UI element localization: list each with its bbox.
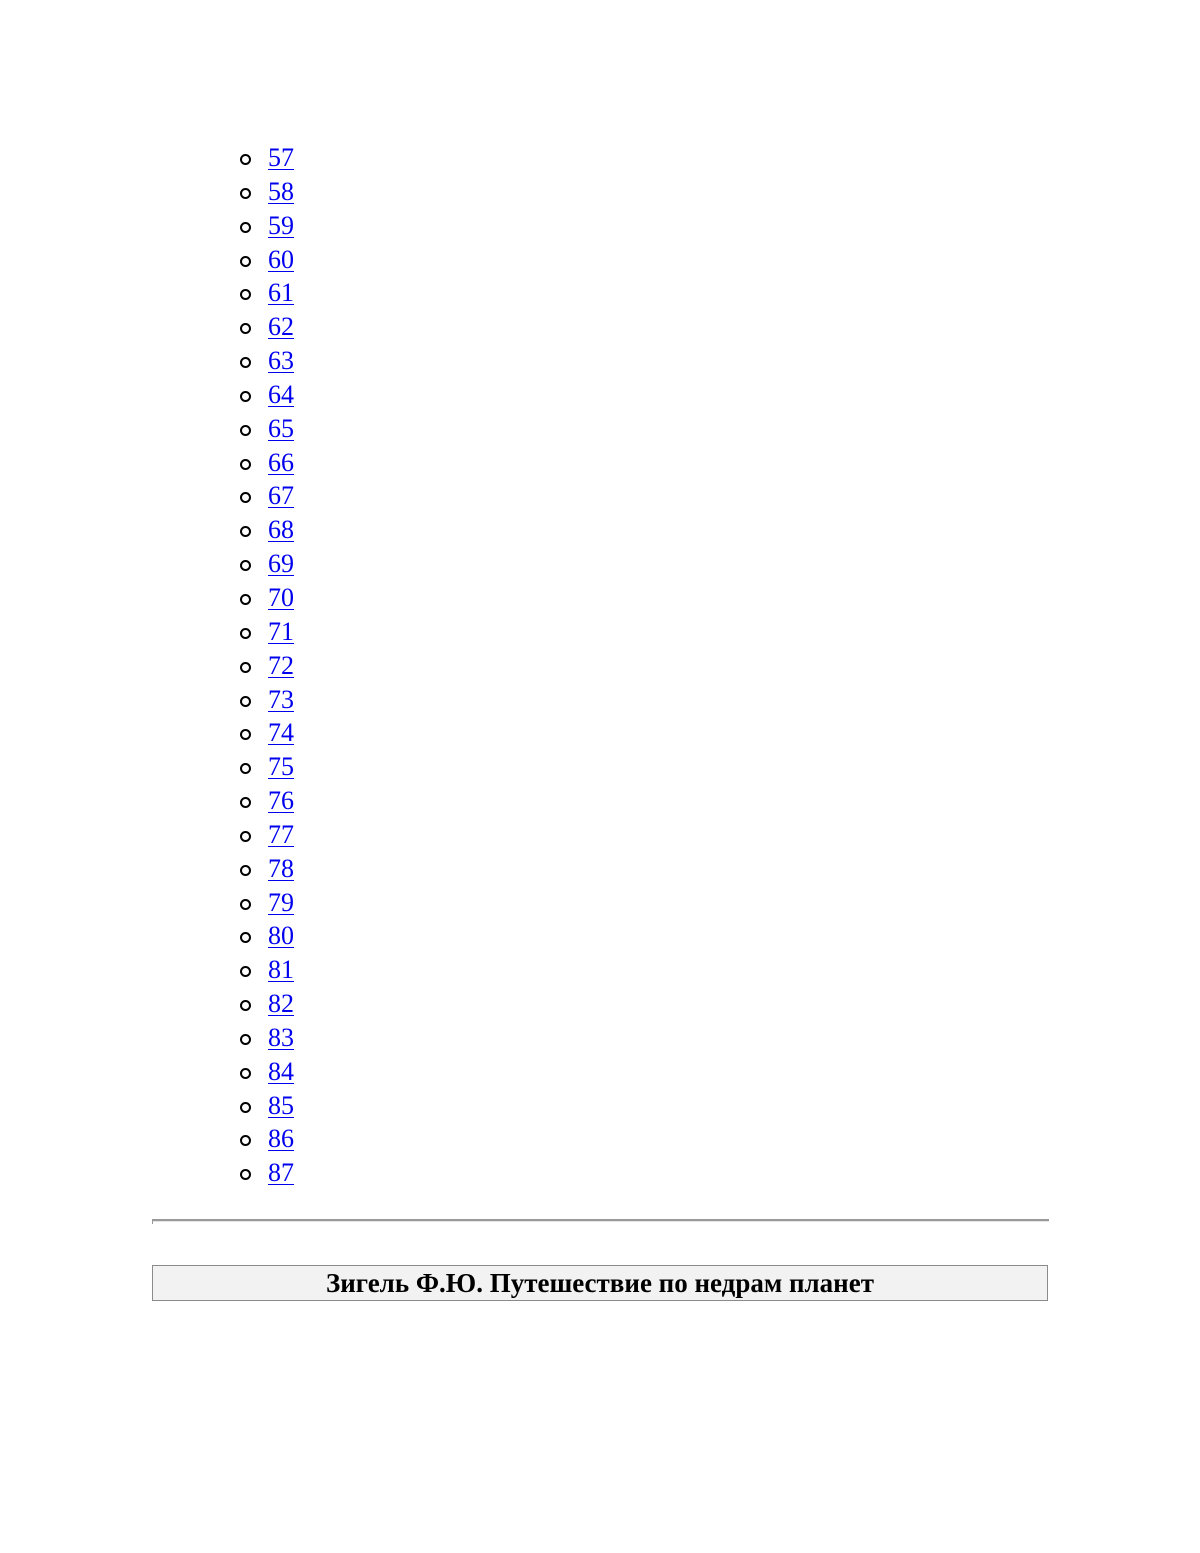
circle-bullet-icon bbox=[240, 1169, 251, 1180]
page-links-list bbox=[238, 141, 294, 1190]
circle-bullet-icon bbox=[240, 154, 251, 165]
list-item bbox=[238, 716, 294, 750]
list-item bbox=[238, 243, 294, 277]
page-link[interactable]: 61 bbox=[268, 278, 294, 308]
list-item bbox=[238, 615, 294, 649]
circle-bullet-icon bbox=[240, 831, 251, 842]
page-link[interactable]: 60 bbox=[268, 244, 294, 274]
list-item bbox=[238, 412, 294, 446]
circle-bullet-icon bbox=[240, 763, 251, 774]
book-title: Зигель Ф.Ю. Путешествие по недрам планет bbox=[152, 1265, 1048, 1301]
circle-bullet-icon bbox=[240, 1102, 251, 1113]
list-item bbox=[238, 547, 294, 581]
circle-bullet-icon bbox=[240, 594, 251, 605]
page-link[interactable]: 81 bbox=[268, 955, 294, 985]
circle-bullet-icon bbox=[240, 188, 251, 199]
page-link[interactable]: 77 bbox=[268, 819, 294, 849]
list-item bbox=[238, 276, 294, 310]
list-item bbox=[238, 141, 294, 175]
page-link[interactable]: 62 bbox=[268, 312, 294, 342]
circle-bullet-icon bbox=[240, 696, 251, 707]
list-item bbox=[238, 479, 294, 513]
page-link[interactable]: 84 bbox=[268, 1056, 294, 1086]
page-link[interactable]: 73 bbox=[268, 684, 294, 714]
circle-bullet-icon bbox=[240, 492, 251, 503]
page-link[interactable]: 65 bbox=[268, 413, 294, 443]
circle-bullet-icon bbox=[240, 899, 251, 910]
page-link[interactable]: 72 bbox=[268, 650, 294, 680]
page-link[interactable]: 58 bbox=[268, 176, 294, 206]
list-item bbox=[238, 209, 294, 243]
circle-bullet-icon bbox=[240, 966, 251, 977]
circle-bullet-icon bbox=[240, 797, 251, 808]
list-item bbox=[238, 750, 294, 784]
page-link[interactable]: 64 bbox=[268, 379, 294, 409]
circle-bullet-icon bbox=[240, 1000, 251, 1011]
list-item bbox=[238, 953, 294, 987]
circle-bullet-icon bbox=[240, 729, 251, 740]
circle-bullet-icon bbox=[240, 425, 251, 436]
circle-bullet-icon bbox=[240, 628, 251, 639]
list-item bbox=[238, 1122, 294, 1156]
list-item bbox=[238, 919, 294, 953]
page-link[interactable]: 86 bbox=[268, 1124, 294, 1154]
page-link[interactable]: 87 bbox=[268, 1158, 294, 1188]
page-link[interactable]: 74 bbox=[268, 718, 294, 748]
list-item bbox=[238, 310, 294, 344]
circle-bullet-icon bbox=[240, 662, 251, 673]
list-item bbox=[238, 852, 294, 886]
page-link[interactable]: 63 bbox=[268, 346, 294, 376]
page-link[interactable]: 80 bbox=[268, 921, 294, 951]
list-item bbox=[238, 344, 294, 378]
page-link[interactable]: 68 bbox=[268, 515, 294, 545]
circle-bullet-icon bbox=[240, 560, 251, 571]
page-link[interactable]: 69 bbox=[268, 549, 294, 579]
page-link[interactable]: 82 bbox=[268, 989, 294, 1019]
list-item bbox=[238, 581, 294, 615]
circle-bullet-icon bbox=[240, 222, 251, 233]
page-link[interactable]: 67 bbox=[268, 481, 294, 511]
page-link[interactable]: 57 bbox=[268, 143, 294, 172]
circle-bullet-icon bbox=[240, 357, 251, 368]
page-link[interactable]: 78 bbox=[268, 853, 294, 883]
horizontal-rule bbox=[152, 1219, 1049, 1222]
list-item bbox=[238, 886, 294, 920]
circle-bullet-icon bbox=[240, 1034, 251, 1045]
list-item bbox=[238, 987, 294, 1021]
list-item bbox=[238, 683, 294, 717]
page-link[interactable]: 70 bbox=[268, 582, 294, 612]
list-item bbox=[238, 784, 294, 818]
page-link[interactable]: 59 bbox=[268, 210, 294, 240]
list-item bbox=[238, 1089, 294, 1123]
circle-bullet-icon bbox=[240, 256, 251, 267]
circle-bullet-icon bbox=[240, 1135, 251, 1146]
page-link[interactable]: 75 bbox=[268, 752, 294, 782]
circle-bullet-icon bbox=[240, 323, 251, 334]
circle-bullet-icon bbox=[240, 526, 251, 537]
list-item bbox=[238, 649, 294, 683]
list-item bbox=[238, 378, 294, 412]
list-item bbox=[238, 1055, 294, 1089]
circle-bullet-icon bbox=[240, 289, 251, 300]
circle-bullet-icon bbox=[240, 459, 251, 470]
list-item bbox=[238, 446, 294, 480]
circle-bullet-icon bbox=[240, 865, 251, 876]
page-link[interactable]: 71 bbox=[268, 616, 294, 646]
page-link[interactable]: 83 bbox=[268, 1022, 294, 1052]
list-item bbox=[238, 175, 294, 209]
circle-bullet-icon bbox=[240, 391, 251, 402]
page-link[interactable]: 76 bbox=[268, 786, 294, 816]
page-link[interactable]: 85 bbox=[268, 1090, 294, 1120]
circle-bullet-icon bbox=[240, 932, 251, 943]
list-item bbox=[238, 818, 294, 852]
page-link[interactable]: 79 bbox=[268, 887, 294, 917]
list-item bbox=[238, 513, 294, 547]
page-link[interactable]: 66 bbox=[268, 447, 294, 477]
list-item bbox=[238, 1156, 294, 1190]
circle-bullet-icon bbox=[240, 1068, 251, 1079]
list-item bbox=[238, 1021, 294, 1055]
